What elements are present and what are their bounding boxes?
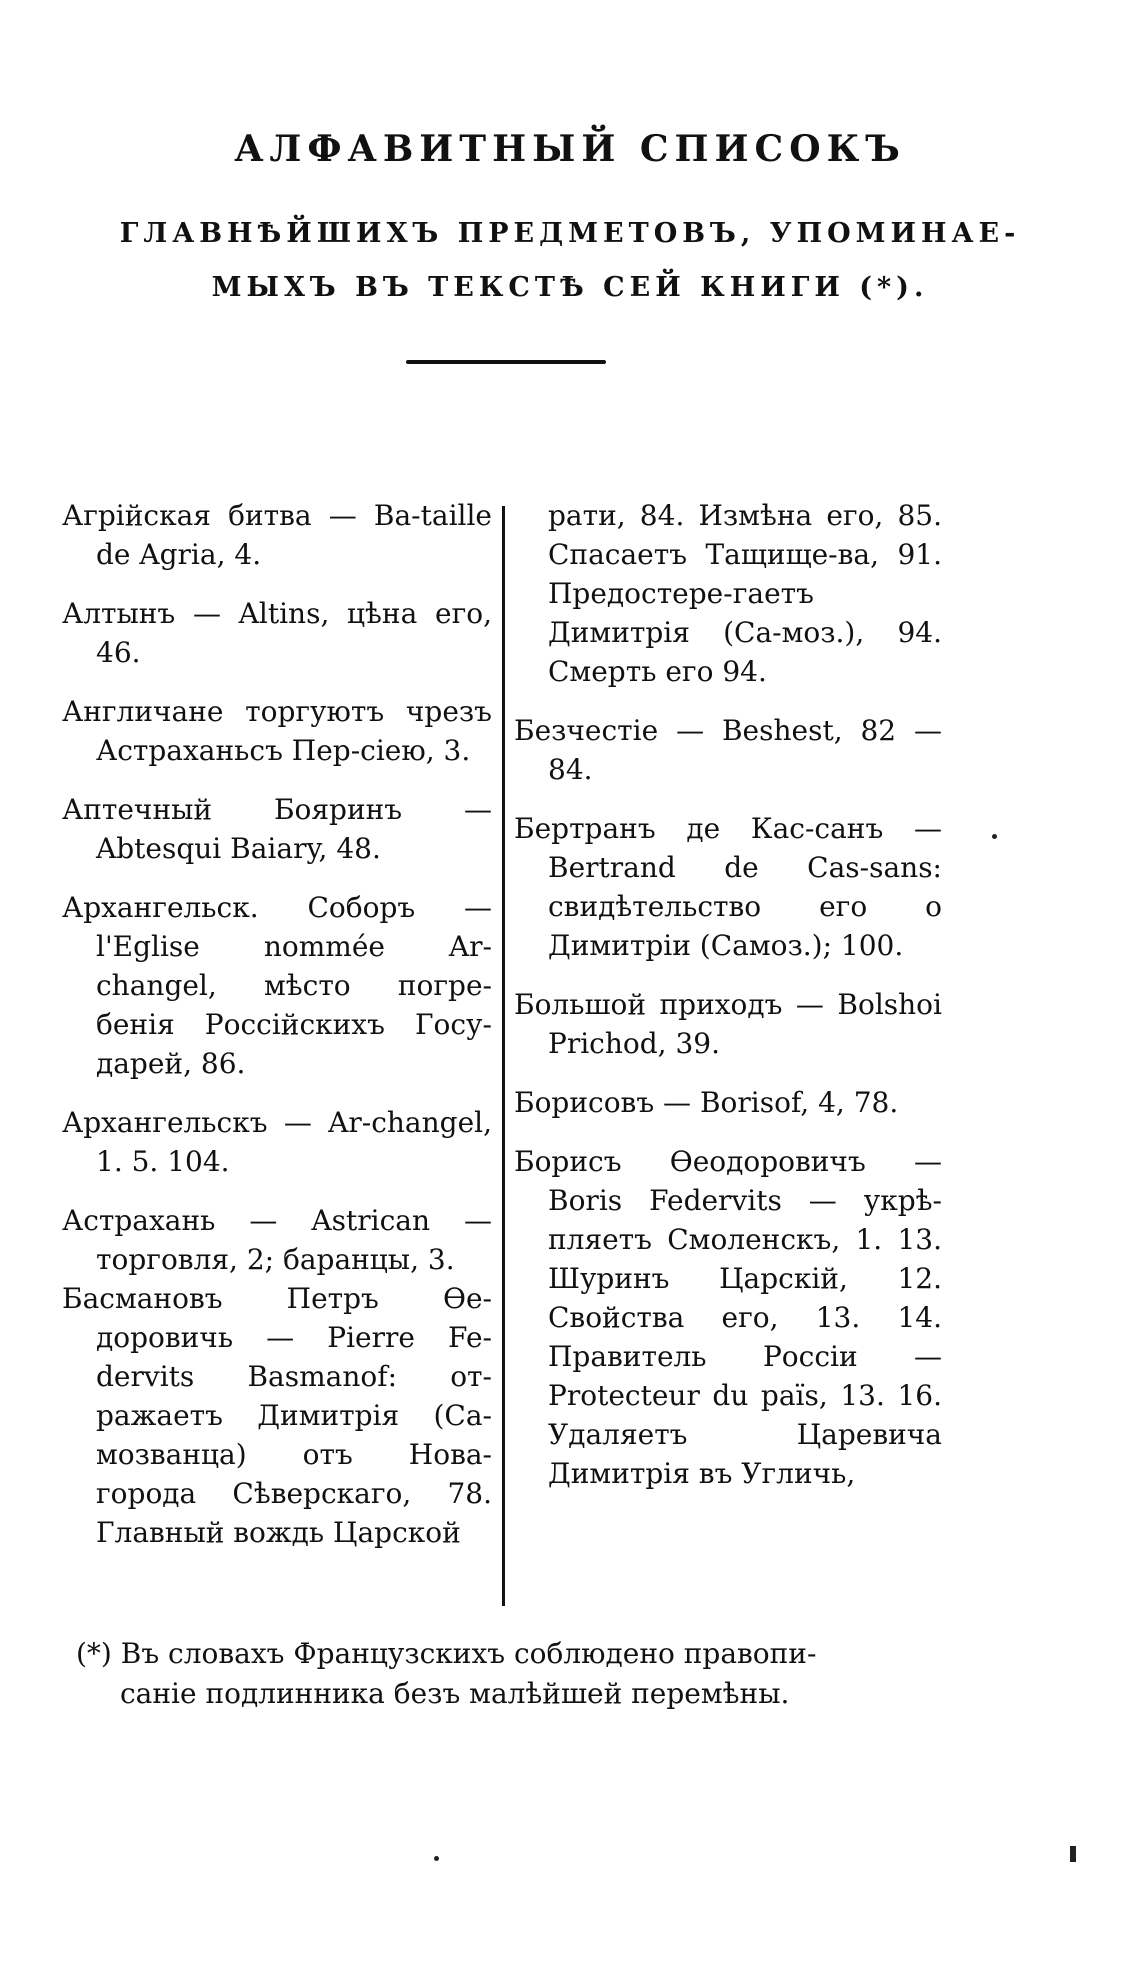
index-column-left [62, 496, 492, 1552]
index-entry: Агрійская битва — Ba-taille de Agria, 4. [62, 499, 492, 571]
page-title: АЛФАВИТНЫЙ СПИСОКЪ [234, 128, 906, 170]
index-entry-continued: рати, 84. Измѣна его, 85. Спасаетъ Тащище-ва, 91. Предостере-гаетъ Димитрія (Са-моз.), 94. Смерть его 94. [548, 499, 942, 688]
index-entry: Алтынъ — Altins, цѣна его, 46. [62, 597, 492, 669]
index-entry: Борисовъ — Borisof, 4, 78. [514, 1086, 899, 1119]
index-entry: Астрахань — Astrican — торговля, 2; баранцы, 3. [62, 1204, 492, 1276]
subtitle-line-1: ГЛАВНѢЙШИХЪ ПРЕДМЕТОВЪ, УПОМИНАЕ- [119, 218, 1021, 249]
index-entry: Аптечный Бояринъ — Abtesqui Baiary, 48. [62, 793, 492, 865]
index-entry: Басмановъ Петръ Ѳе-доровичь — Pierre Fe-dervits Basmanof: от-ражаетъ Димитрія (Са-мозванца) отъ Нова-города Сѣверскаго, 78. Главный вождь Царской [62, 1282, 492, 1549]
index-entry: Архангельскъ — Ar-changel, 1. 5. 104. [62, 1106, 492, 1178]
subtitle-line-2: МЫХЪ ВЪ ТЕКСТѢ СЕЙ КНИГИ (*). [211, 272, 929, 303]
title-separator-rule [406, 360, 606, 364]
index-entry: Архангельск. Соборъ — l'Eglise nommée Ar-changel, мѣсто погре-бенія Россійскихъ Госу-дарей, 86. [62, 891, 492, 1080]
column-divider [502, 506, 505, 1606]
footnote-line-2: саніе подлинника безъ малѣйшей перемѣны. [120, 1677, 790, 1710]
print-speck [1070, 1846, 1076, 1862]
index-entry: Англичане торгуютъ чрезъ Астраханьсъ Пер-сіею, 3. [62, 695, 492, 767]
index-entry: Большой приходъ — Bolshoi Prichod, 39. [514, 988, 942, 1060]
index-entry: Бертранъ де Кас-санъ — Bertrand de Cas-sans: свидѣтельство его о Димитріи (Самоз.); 100. [514, 812, 942, 962]
index-entry: Борисъ Ѳеодоровичъ — Boris Federvits — укрѣ-пляетъ Смоленскъ, 1. 13. Шуринъ Царскій, 12. Свойства его, 13. 14. Правитель Россіи — Protecteur du païs, 13. 16. Удаляетъ Царевича Димитрія въ Угличь, [514, 1145, 942, 1490]
print-speck [434, 1856, 439, 1861]
index-column-right [514, 496, 942, 1493]
index-entry: Безчестіе — Beshest, 82 — 84. [514, 714, 942, 786]
print-speck [992, 834, 997, 839]
footnote-line-1: (*) Въ словахъ Французскихъ соблюдено правопи- [76, 1637, 817, 1670]
footnote [76, 1634, 926, 1714]
